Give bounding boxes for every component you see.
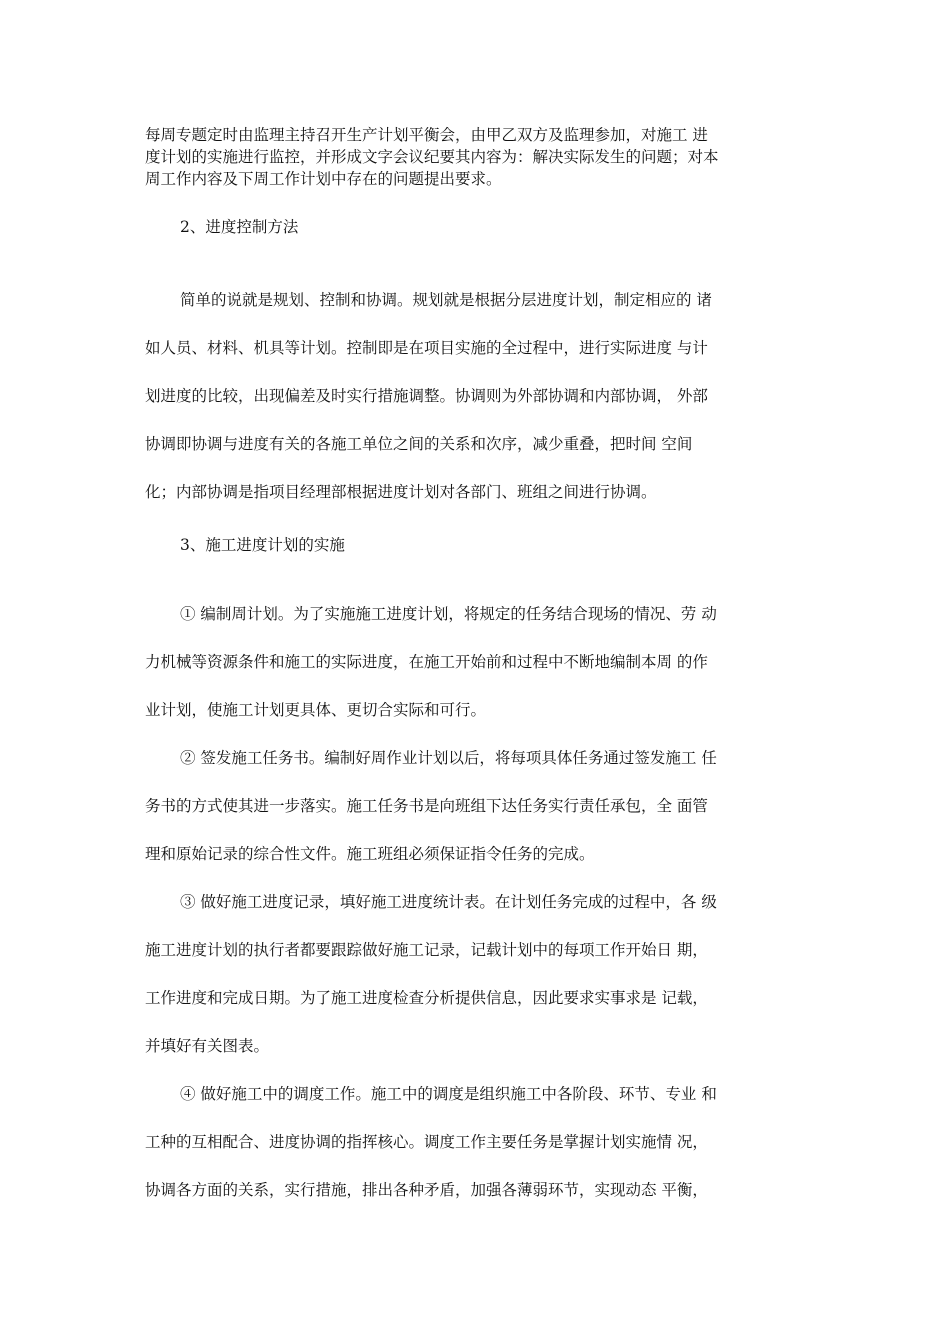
text-line: 每周专题定时由监理主持召开生产计划平衡会，由甲乙双方及监理参加，对施工 进	[145, 126, 708, 144]
section-heading-2: 2、进度控制方法	[180, 218, 299, 236]
text-line: ③ 做好施工进度记录，填好施工进度统计表。在计划任务完成的过程中，各 级	[180, 893, 717, 911]
text-line: 度计划的实施进行监控，并形成文字会议纪要其内容为：解决实际发生的问题；对本	[145, 148, 719, 166]
text-line: ④ 做好施工中的调度工作。施工中的调度是组织施工中各阶段、环节、专业 和	[180, 1085, 717, 1103]
text-line: 并填好有关图表。	[145, 1037, 270, 1055]
list-item-2	[145, 734, 817, 878]
text-line: 协调各方面的关系，实行措施，排出各种矛盾，加强各薄弱环节，实现动态 平衡，	[145, 1181, 708, 1199]
text-line: 协调即协调与进度有关的各施工单位之间的关系和次序，减少重叠，把时间 空间	[145, 435, 693, 453]
text-line: 划进度的比较，出现偏差及时实行措施调整。协调则为外部协调和内部协调， 外部	[145, 387, 708, 405]
text-line: ① 编制周计划。为了实施施工进度计划，将规定的任务结合现场的情况、劳 动	[180, 605, 717, 623]
list-item-3	[145, 878, 817, 1070]
paragraph-method	[145, 276, 817, 516]
text-line: 工作进度和完成日期。为了施工进度检查分析提供信息，因此要求实事求是 记载，	[145, 989, 708, 1007]
text-line: 工种的互相配合、进度协调的指挥核心。调度工作主要任务是掌握计划实施情 况，	[145, 1133, 708, 1151]
text-line: 务书的方式使其进一步落实。施工任务书是向班组下达任务实行责任承包，全 面管	[145, 797, 708, 815]
section-heading-3: 3、施工进度计划的实施	[180, 536, 345, 554]
text-line: 力机械等资源条件和施工的实际进度，在施工开始前和过程中不断地编制本周 的作	[145, 653, 708, 671]
text-line: 业计划，使施工计划更具体、更切合实际和可行。	[145, 701, 487, 719]
text-line: 如人员、材料、机具等计划。控制即是在项目实施的全过程中，进行实际进度 与计	[145, 339, 708, 357]
list-item-4	[145, 1070, 817, 1214]
text-line: ② 签发施工任务书。编制好周作业计划以后，将每项具体任务通过签发施工 任	[180, 749, 717, 767]
text-line: 简单的说就是规划、控制和协调。规划就是根据分层进度计划，制定相应的 诸	[180, 291, 712, 309]
text-line: 周工作内容及下周工作计划中存在的问题提出要求。	[145, 170, 502, 188]
text-line: 施工进度计划的执行者都要跟踪做好施工记录，记载计划中的每项工作开始日 期，	[145, 941, 708, 959]
list-item-1	[145, 590, 817, 734]
text-line: 理和原始记录的综合性文件。施工班组必须保证指令任务的完成。	[145, 845, 595, 863]
paragraph-intro	[145, 124, 817, 190]
text-line: 化；内部协调是指项目经理部根据进度计划对各部门、班组之间进行协调。	[145, 483, 657, 501]
